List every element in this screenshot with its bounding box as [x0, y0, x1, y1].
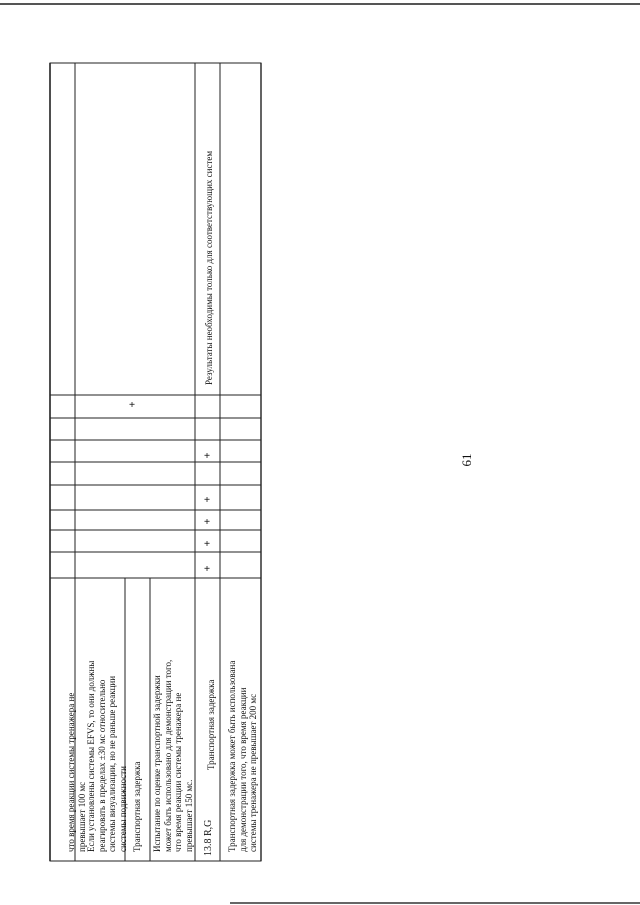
row-13-8-note — [204, 151, 215, 385]
row-13-8-note-text: Результаты необходимы только для соответствующих систем — [204, 150, 214, 385]
transport-label — [132, 762, 143, 852]
transport-label-text: Транспортная задержка — [132, 761, 142, 852]
row-13-8-label-text: Транспортная задержка — [206, 679, 216, 770]
mark-plus: + — [203, 538, 211, 550]
mark-plus: + — [203, 494, 211, 506]
mark-plus: + — [203, 450, 211, 462]
transport-test-text — [152, 660, 194, 852]
text-line: Если установлены системы EFVS, то они должны — [86, 660, 96, 852]
text-line: что время реакции системы тренажера не — [66, 692, 76, 852]
text-line: что время реакции системы тренажера не — [173, 692, 183, 852]
text-line: системы визуализации, но не раньше реакции — [107, 675, 117, 852]
row-id-text: 13.8 R,G — [203, 819, 214, 856]
text-line: превышает 150 мс. — [183, 779, 194, 852]
mark-plus: + — [203, 516, 211, 528]
text-line: превышает 100 мс — [76, 781, 87, 852]
text-line: Транспортная задержка может быть использована — [227, 660, 237, 852]
text-line: может быть использовано для демонстрации того, — [162, 659, 173, 852]
text-line: реагировать в пределах ±30 мс относительно — [96, 679, 107, 852]
text-line: для демонстрации того, что время реакции — [237, 687, 248, 852]
text-line: Испытание по оценке транспортной задержки — [152, 675, 162, 852]
row-13-8-desc — [227, 661, 259, 852]
efvs-text — [86, 661, 128, 852]
page-number: 61 — [459, 453, 474, 467]
mark-plus: + — [128, 399, 136, 411]
text-line: системы подвижности — [117, 766, 128, 852]
continuation-text — [66, 693, 87, 852]
row-id — [204, 820, 215, 856]
row-13-8-label — [206, 680, 217, 770]
mark-plus: + — [203, 563, 211, 575]
text-line: системы тренажера не превышает 200 мс — [248, 693, 258, 852]
